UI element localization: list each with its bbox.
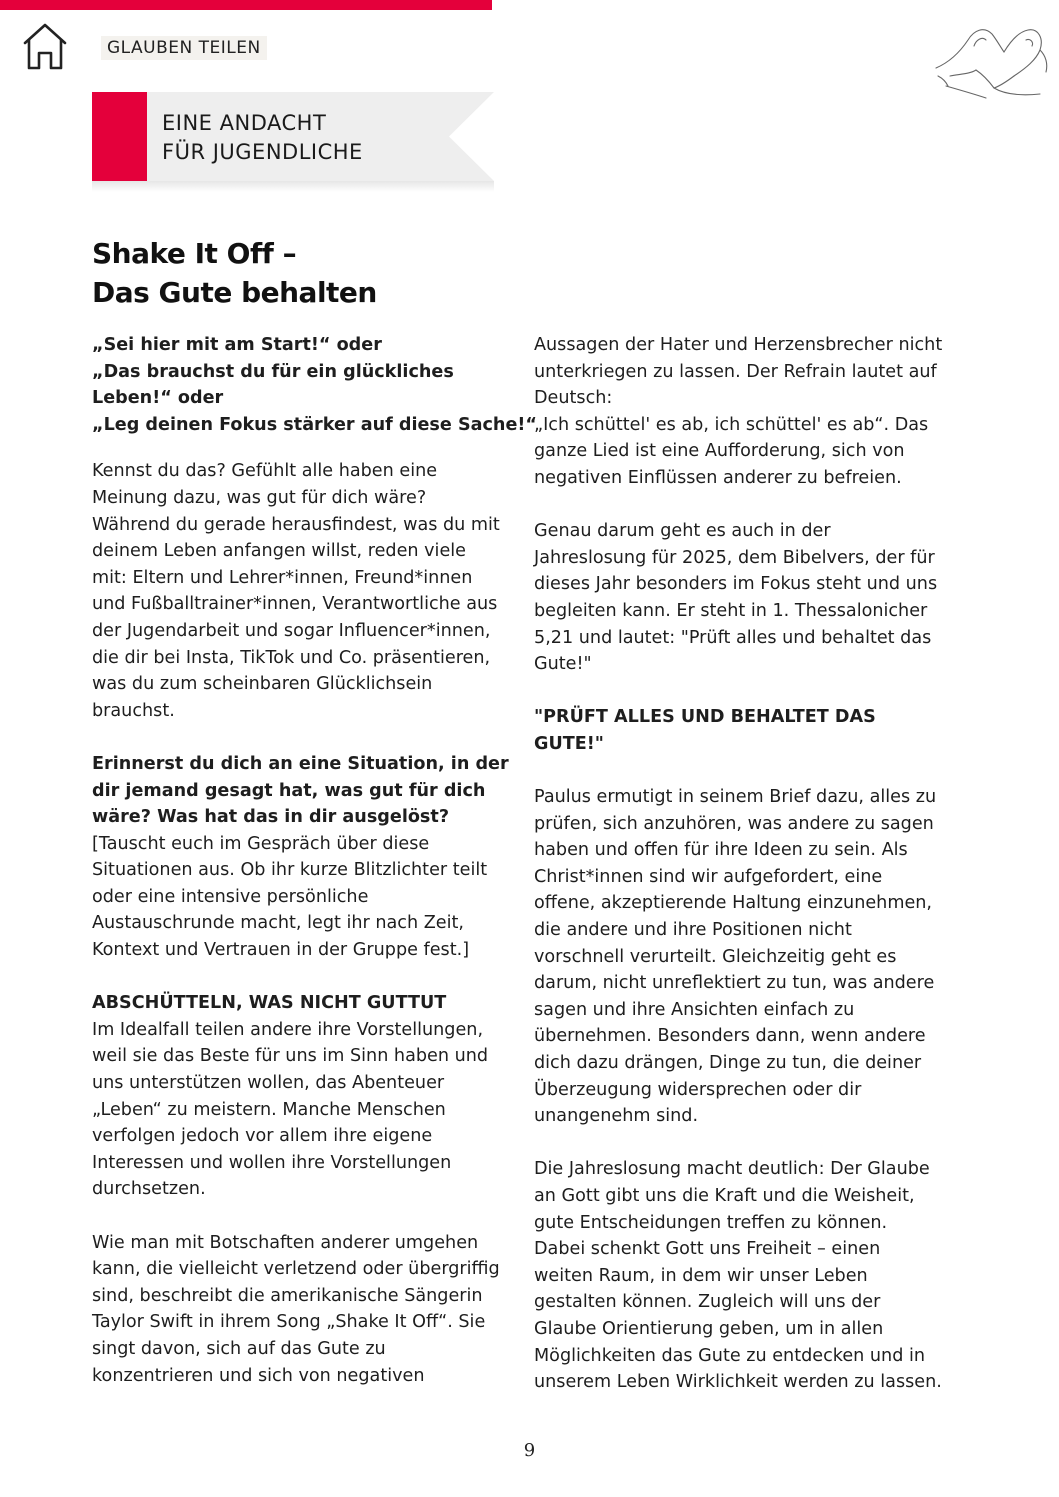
text-line: und Fußballtrainer*innen, Verantwortliche aus <box>92 594 498 615</box>
text-line: deinem Leben anfangen willst, reden viele <box>92 541 466 562</box>
text-line: singt davon, sich auf das Gute zu <box>92 1338 386 1359</box>
left-column <box>92 332 537 1389</box>
text-line: Gute!" <box>534 654 592 675</box>
text-line: die andere und ihre Positionen nicht <box>534 920 852 941</box>
text-line: Wie man mit Botschaften anderer umgehen <box>92 1232 479 1253</box>
text-line: konzentrieren und sich von negativen <box>92 1365 425 1386</box>
quote-line: „Das brauchst du für ein glückliches <box>92 361 454 382</box>
text-line: ganze Lied ist eine Aufforderung, sich von <box>534 441 905 462</box>
paragraph-taylor-swift <box>92 1230 502 1390</box>
top-accent-bar <box>0 0 492 10</box>
text-line: [Tauscht euch im Gespräch über diese <box>92 833 430 854</box>
text-line: negativen Einflüssen anderer zu befreien. <box>534 467 902 488</box>
text-line: was du zum scheinbaren Glücklichsein <box>92 674 433 695</box>
text-line: gestalten können. Zugleich will uns der <box>534 1292 881 1313</box>
text-line: gute Entscheidungen treffen zu können. <box>534 1212 888 1233</box>
text-line: Christ*innen sind wir aufgefordert, eine <box>534 866 883 887</box>
banner-shadow <box>92 181 494 192</box>
text-line: Jahreslosung für 2025, dem Bibelvers, der für <box>534 547 935 568</box>
text-line: sagen und ihre Ansichten einfach zu <box>534 999 855 1020</box>
banner-line-2: FÜR JUGENDLICHE <box>162 140 363 164</box>
paragraph-paulus <box>534 784 944 1130</box>
text-line: dir jemand gesagt hat, was gut für dich <box>92 780 486 801</box>
heart-hands-icon <box>930 16 1052 100</box>
text-line: „Leben“ zu meistern. Manche Menschen <box>92 1099 446 1120</box>
quote-line: Leben!“ oder <box>92 388 224 409</box>
text-line: darum, nicht unreflektiert zu tun, was andere <box>534 973 935 994</box>
banner-text <box>162 109 363 167</box>
text-line: übernehmen. Besonders dann, wenn andere <box>534 1026 926 1047</box>
text-line: dich dazu drängen, Dinge zu tun, die deiner <box>534 1053 922 1074</box>
home-icon[interactable] <box>22 22 68 70</box>
text-line: Kontext und Vertrauen in der Gruppe fest.] <box>92 940 470 961</box>
text-line: unangenehm sind. <box>534 1106 699 1127</box>
quote-line: „Sei hier mit am Start!“ oder <box>92 335 382 355</box>
section-heading: ABSCHÜTTELN, WAS NICHT GUTTUT <box>92 993 447 1014</box>
text-line: Möglichkeiten das Gute zu entdecken und in <box>534 1345 926 1366</box>
text-line: die dir bei Insta, TikTok und Co. präsentieren, <box>92 647 491 668</box>
text-line: Erinnerst du dich an eine Situation, in der <box>92 753 509 774</box>
text-line: Die Jahreslosung macht deutlich: Der Glaube <box>534 1159 930 1180</box>
text-line: Paulus ermutigt in seinem Brief dazu, alles zu <box>534 787 937 808</box>
text-line: wäre? Was hat das in dir ausgelöst? <box>92 807 450 828</box>
text-line: Situationen aus. Ob ihr kurze Blitzlichter teilt <box>92 860 488 881</box>
text-line: weiten Raum, in dem wir unser Leben <box>534 1265 868 1286</box>
text-line: Dabei schenkt Gott uns Freiheit – einen <box>534 1239 881 1260</box>
text-line: unterkriegen zu lassen. Der Refrain lautet auf <box>534 361 937 382</box>
text-line: verfolgen jedoch vor allem ihre eigene <box>92 1126 433 1147</box>
text-line: haben und offen für ihre Ideen zu sein. Als <box>534 840 908 861</box>
text-line: unserem Leben Wirklichkeit werden zu lassen. <box>534 1372 942 1393</box>
banner-accent-block <box>92 92 147 181</box>
text-line: prüfen, sich anzuhören, was andere zu sagen <box>534 813 934 834</box>
text-line: 5,21 und lautet: "Prüft alles und behaltet das <box>534 627 932 648</box>
text-line: an Gott gibt uns die Kraft und die Weisheit, <box>534 1186 915 1206</box>
text-line: brauchst. <box>92 700 175 721</box>
paragraph-jahreslosung <box>534 518 944 678</box>
text-line: mit: Eltern und Lehrer*innen, Freund*innen <box>92 567 473 588</box>
text-line: dieses Jahr besonders im Fokus steht und uns <box>534 574 938 595</box>
discussion-instruction <box>92 831 502 964</box>
text-line: Im Idealfall teilen andere ihre Vorstellungen, <box>92 1019 484 1040</box>
text-line: Kennst du das? Gefühlt alle haben eine <box>92 461 438 482</box>
text-line: sind, beschreibt die amerikanische Sängerin <box>92 1285 483 1306</box>
paragraph-intro <box>92 458 502 724</box>
text-line: Genau darum geht es auch in der <box>534 521 831 542</box>
text-line: Glaube Orientierung geben, um in allen <box>534 1318 884 1339</box>
text-line: offene, akzeptierende Haltung einzunehmen, <box>534 893 933 914</box>
title-line-2: Das Gute behalten <box>92 276 377 309</box>
title-line-1: Shake It Off – <box>92 237 297 270</box>
text-line: Überzeugung widersprechen oder dir <box>534 1079 862 1100</box>
text-line: Meinung dazu, was gut für dich wäre? <box>92 487 427 508</box>
text-line: Austauschrunde macht, legt ihr nach Zeit, <box>92 913 464 934</box>
paragraph-idealfall <box>92 1017 502 1203</box>
intro-quotes <box>92 332 537 438</box>
text-line: weil sie das Beste für uns im Sinn haben und <box>92 1046 489 1067</box>
text-line: Deutsch: <box>534 388 613 409</box>
discussion-question <box>92 751 509 831</box>
quote-line: „Leg deinen Fokus stärker auf diese Sache!“ <box>92 414 537 435</box>
section-label: GLAUBEN TEILEN <box>101 36 267 60</box>
page-number: 9 <box>523 1440 536 1461</box>
text-line: durchsetzen. <box>92 1179 206 1200</box>
text-line: „Ich schüttel' es ab, ich schüttel' es ab“. Das <box>534 414 929 435</box>
text-line: der Jugendarbeit und sogar Influencer*innen, <box>92 620 491 641</box>
section-banner <box>92 92 494 192</box>
text-line: vorschnell verurteilt. Gleichzeitig geht es <box>534 946 897 967</box>
text-line: oder eine intensive persönliche <box>92 886 369 907</box>
text-line: Während du gerade herausfindest, was du mit <box>92 514 500 535</box>
banner-line-1: EINE ANDACHT <box>162 111 327 135</box>
paragraph-refrain <box>534 332 944 492</box>
text-line: Aussagen der Hater und Herzensbrecher nicht <box>534 335 943 355</box>
text-line: begleiten kann. Er steht in 1. Thessalonicher <box>534 600 928 621</box>
paragraph-glaube <box>534 1156 944 1395</box>
text-line: Interessen und wollen ihre Vorstellungen <box>92 1152 452 1173</box>
section-heading: "PRÜFT ALLES UND BEHALTET DAS GUTE!" <box>534 707 876 754</box>
text-line: Taylor Swift in ihrem Song „Shake It Off“. Sie <box>92 1312 486 1333</box>
text-line: kann, die vielleicht verletzend oder übergriffig <box>92 1259 500 1280</box>
page-title <box>92 234 377 312</box>
text-line: uns unterstützen wollen, das Abenteuer <box>92 1073 445 1094</box>
right-column <box>534 332 944 1396</box>
